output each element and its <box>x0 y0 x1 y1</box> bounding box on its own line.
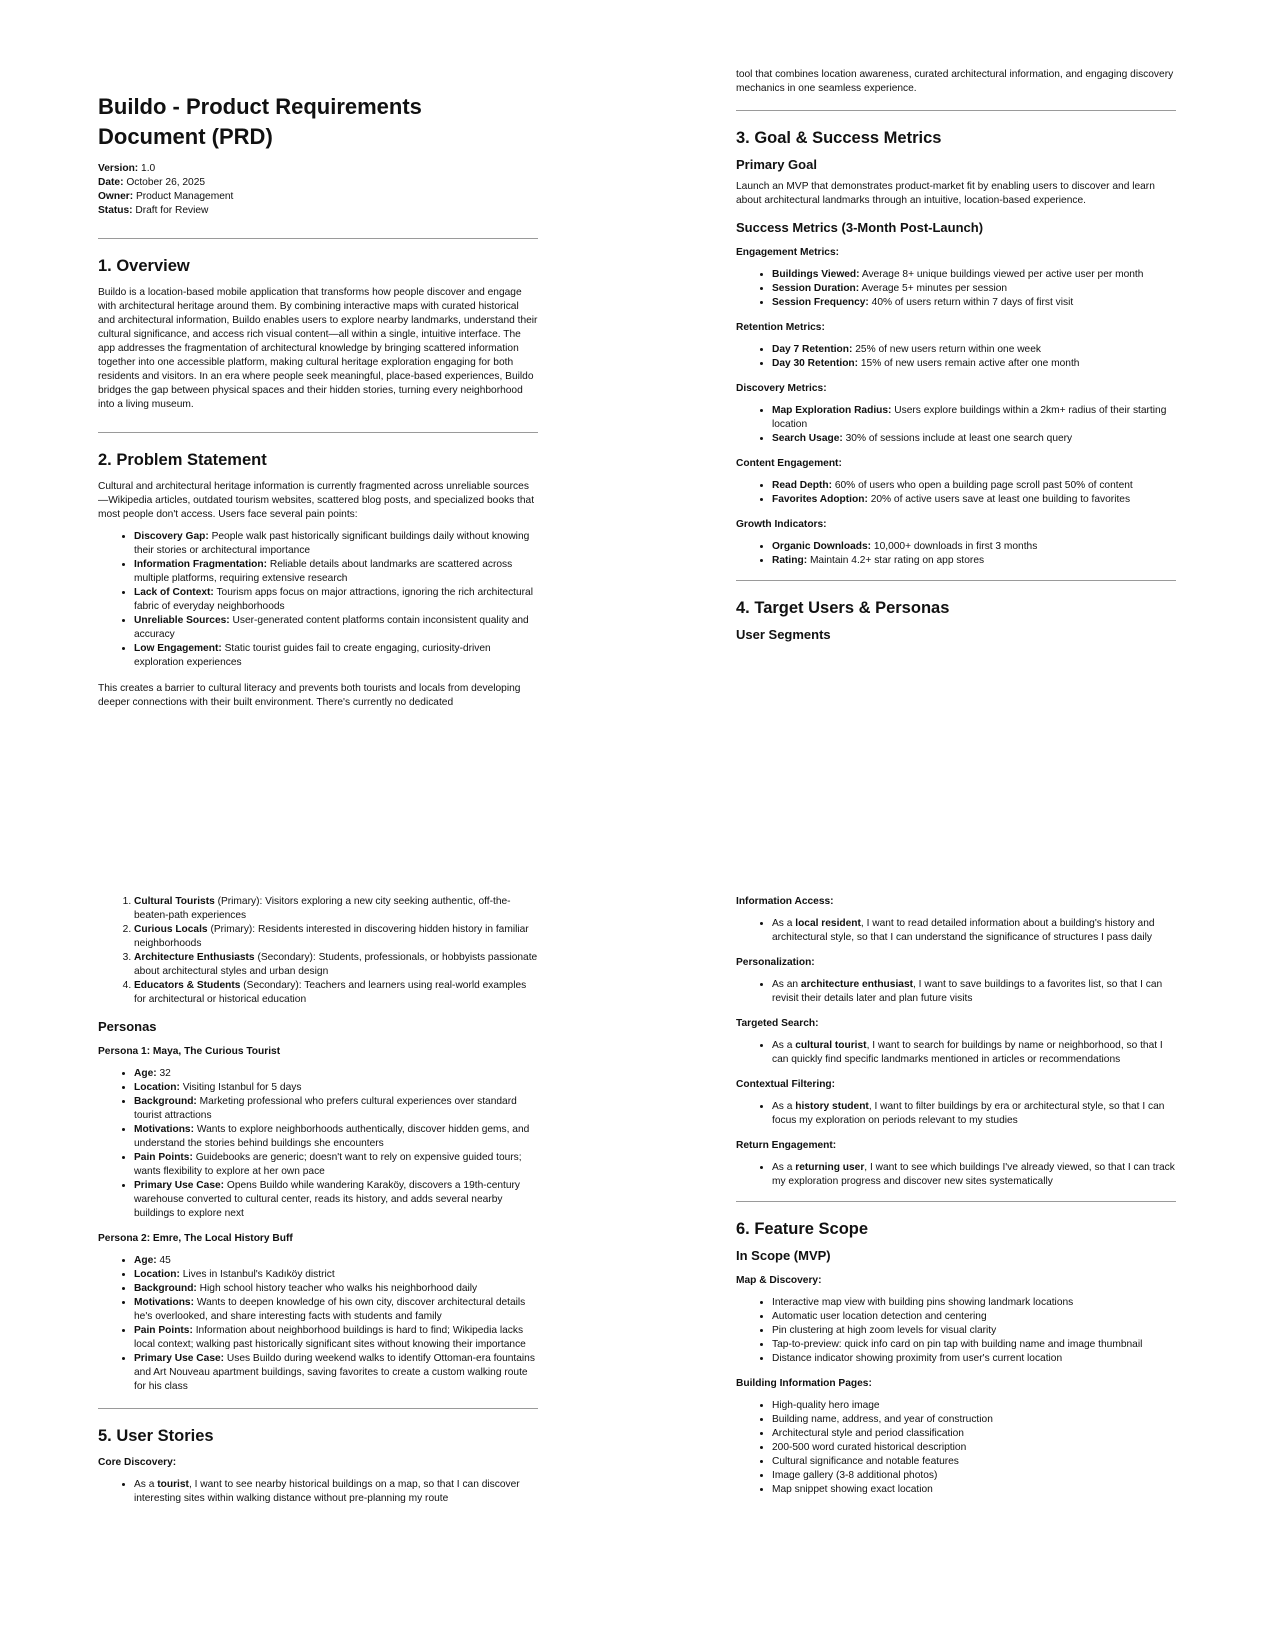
list-item: • Distance indicator showing proximity from user's current location <box>772 1352 1176 1366</box>
primary-goal-body: Launch an MVP that demonstrates product-market fit by enabling users to discover and learn about architectural landmarks through an intuitive, location-based experience. <box>736 181 1155 206</box>
story-group-title: Targeted Search: <box>736 1018 819 1029</box>
list-item: • 200-500 word curated historical description <box>772 1441 1176 1455</box>
list-item: • Day 30 Retention: 15% of new users remain active after one month <box>772 357 1176 371</box>
list-item: • Cultural significance and notable features <box>772 1455 1176 1469</box>
list-item: • Background: High school history teacher who walks his neighborhood daily <box>134 1282 538 1296</box>
metric-list <box>736 404 1176 446</box>
story-list <box>736 1100 1176 1128</box>
story-group-title: Return Engagement: <box>736 1140 837 1151</box>
list-item: • Unreliable Sources: User-generated content platforms contain inconsistent quality and accuracy <box>134 614 538 642</box>
section-heading-problem: 2. Problem Statement <box>98 451 267 469</box>
user-segments-heading: User Segments <box>736 627 831 642</box>
page-2 <box>736 68 1176 650</box>
list-item: • Pain Points: Information about neighborhood buildings is hard to find; Wikipedia lacks local context; walking past historically significant sites without knowing their importance <box>134 1324 538 1352</box>
story-group-title: Core Discovery: <box>98 1457 177 1468</box>
document-title: Buildo - Product Requirements Document (PRD) <box>98 94 422 149</box>
list-item: • Information Fragmentation: Reliable details about landmarks are scattered across multiple platforms, requiring extensive research <box>134 558 538 586</box>
list-item: • Tap-to-preview: quick info card on pin tap with building name and image thumbnail <box>772 1338 1176 1352</box>
in-scope-heading: In Scope (MVP) <box>736 1248 831 1263</box>
page-3 <box>98 895 538 1512</box>
list-item: 3. Architecture Enthusiasts (Secondary): Students, professionals, or hobbyists passionate about architectural styles and urban design <box>134 951 538 979</box>
list-item: • Motivations: Wants to explore neighborhoods authentically, discover hidden gems, and understand the stories behind buildings she encounters <box>134 1123 538 1151</box>
list-item: • Architectural style and period classification <box>772 1427 1176 1441</box>
metric-group-title: Content Engagement: <box>736 458 842 469</box>
metric-group-title: Retention Metrics: <box>736 322 825 333</box>
list-item: • Buildings Viewed: Average 8+ unique buildings viewed per active user per month <box>772 268 1176 282</box>
pain-points-list <box>98 530 538 670</box>
list-item: • Organic Downloads: 10,000+ downloads in first 3 months <box>772 540 1176 554</box>
list-item: • Location: Lives in Istanbul's Kadıköy district <box>134 1268 538 1282</box>
document-meta <box>98 162 538 218</box>
metric-group-title: Engagement Metrics: <box>736 247 840 258</box>
meta-version: Version: 1.0 <box>98 163 156 174</box>
list-item: 1. Cultural Tourists (Primary): Visitors exploring a new city seeking authentic, off-the-beaten-path experiences <box>134 895 538 923</box>
metric-list <box>736 540 1176 568</box>
list-item: • Map Exploration Radius: Users explore buildings within a 2km+ radius of their starting location <box>772 404 1176 432</box>
personas-heading: Personas <box>98 1019 157 1034</box>
list-item: • Discovery Gap: People walk past historically significant buildings daily without knowing their stories or architectural importance <box>134 530 538 558</box>
list-item: • Motivations: Wants to deepen knowledge of his own city, discover architectural details he's overlooked, and share interesting facts with students and family <box>134 1296 538 1324</box>
success-metrics-heading: Success Metrics (3-Month Post-Launch) <box>736 220 984 235</box>
map-discovery-heading: Map & Discovery: <box>736 1275 822 1286</box>
overview-body: Buildo is a location-based mobile application that transforms how people discover and engage with architectural heritage around them. By combining interactive maps with curated historical and architectural information, Buildo enables users to explore nearby landmarks, understand their cultural significance, and access rich visual content—all within a single, intuitive interface. The app addresses the fragmentation of architectural knowledge by bringing scattered information together into one accessible platform, making cultural heritage exploration engaging for both residents and visitors. In an era where people seek meaningful, place-based experiences, Buildo bridges the gap between physical spaces and their hidden stories, turning every neighborhood into a living museum. <box>98 287 538 410</box>
list-item: • Age: 32 <box>134 1067 538 1081</box>
section-heading-goals: 3. Goal & Success Metrics <box>736 129 942 147</box>
metric-group-title: Growth Indicators: <box>736 519 827 530</box>
persona-list <box>98 1254 538 1394</box>
list-item: • Location: Visiting Istanbul for 5 days <box>134 1081 538 1095</box>
list-item: • As a history student, I want to filter buildings by era or architectural style, so that I can focus my exploration on periods relevant to my studies <box>772 1100 1176 1128</box>
story-list <box>736 1161 1176 1189</box>
story-group-title: Information Access: <box>736 896 834 907</box>
divider <box>98 432 538 433</box>
metric-list <box>736 268 1176 310</box>
list-item: • As an architecture enthusiast, I want to save buildings to a favorites list, so that I can revisit their details later and plan future visits <box>772 978 1176 1006</box>
page-4 <box>736 895 1176 1503</box>
list-item: • Background: Marketing professional who prefers cultural experiences over standard tourist attractions <box>134 1095 538 1123</box>
section-heading-stories: 5. User Stories <box>98 1427 214 1445</box>
section-heading-users: 4. Target Users & Personas <box>736 599 950 617</box>
building-info-heading: Building Information Pages: <box>736 1378 872 1389</box>
divider <box>736 110 1176 111</box>
list-item: • Primary Use Case: Opens Buildo while wandering Karaköy, discovers a 19th-century warehouse converted to cultural center, reads its history, and adds several nearby buildings to explore next <box>134 1179 538 1221</box>
meta-date: Date: October 26, 2025 <box>98 177 206 188</box>
metric-list <box>736 343 1176 371</box>
story-group-title: Personalization: <box>736 957 815 968</box>
list-item: • Age: 45 <box>134 1254 538 1268</box>
meta-status: Status: Draft for Review <box>98 205 209 216</box>
metric-group-title: Discovery Metrics: <box>736 383 827 394</box>
persona-title: Persona 1: Maya, The Curious Tourist <box>98 1046 281 1057</box>
list-item: • Session Frequency: 40% of users return within 7 days of first visit <box>772 296 1176 310</box>
divider <box>98 238 538 239</box>
list-item: • As a tourist, I want to see nearby historical buildings on a map, so that I can discover interesting sites within walking distance without pre-planning my route <box>134 1478 538 1506</box>
list-item: • Search Usage: 30% of sessions include at least one search query <box>772 432 1176 446</box>
list-item: • Pain Points: Guidebooks are generic; doesn't want to rely on expensive guided tours; wants flexibility to explore at her own pace <box>134 1151 538 1179</box>
list-item: • As a cultural tourist, I want to search for buildings by name or neighborhood, so that I can quickly find specific landmarks mentioned in articles or recommendations <box>772 1039 1176 1067</box>
list-item: • Favorites Adoption: 20% of active users save at least one building to favorites <box>772 493 1176 507</box>
section-heading-overview: 1. Overview <box>98 257 190 275</box>
section-heading-scope: 6. Feature Scope <box>736 1220 869 1238</box>
list-item: • Lack of Context: Tourism apps focus on major attractions, ignoring the rich architectural fabric of everyday neighborhoods <box>134 586 538 614</box>
list-item: • Rating: Maintain 4.2+ star rating on app stores <box>772 554 1176 568</box>
list-item: 4. Educators & Students (Secondary): Teachers and learners using real-world examples for architectural or historical education <box>134 979 538 1007</box>
list-item: • Pin clustering at high zoom levels for visual clarity <box>772 1324 1176 1338</box>
list-item: • As a local resident, I want to read detailed information about a building's history and architectural style, so that I can understand the significance of structures I pass daily <box>772 917 1176 945</box>
list-item: • Low Engagement: Static tourist guides fail to create engaging, curiosity-driven exploration experiences <box>134 642 538 670</box>
list-item: • Session Duration: Average 5+ minutes per session <box>772 282 1176 296</box>
list-item: 2. Curious Locals (Primary): Residents interested in discovering hidden history in familiar neighborhoods <box>134 923 538 951</box>
primary-goal-heading: Primary Goal <box>736 157 817 172</box>
map-features-list <box>736 1296 1176 1366</box>
list-item: • As a returning user, I want to see which buildings I've already viewed, so that I can track my exploration progress and discover new sites systematically <box>772 1161 1176 1189</box>
list-item: • Interactive map view with building pins showing landmark locations <box>772 1296 1176 1310</box>
building-info-list <box>736 1399 1176 1497</box>
list-item: • Read Depth: 60% of users who open a building page scroll past 50% of content <box>772 479 1176 493</box>
problem-closing: This creates a barrier to cultural literacy and prevents both tourists and locals from developing deeper connections with their built environment. There's currently no dedicated <box>98 683 521 708</box>
persona-list <box>98 1067 538 1221</box>
list-item: • Image gallery (3-8 additional photos) <box>772 1469 1176 1483</box>
story-list <box>736 917 1176 945</box>
story-list <box>736 1039 1176 1067</box>
story-list <box>736 978 1176 1006</box>
page-1 <box>98 92 538 718</box>
list-item: • Automatic user location detection and centering <box>772 1310 1176 1324</box>
divider <box>736 1201 1176 1202</box>
list-item: • Building name, address, and year of construction <box>772 1413 1176 1427</box>
meta-owner: Owner: Product Management <box>98 191 234 202</box>
list-item: • Map snippet showing exact location <box>772 1483 1176 1497</box>
divider <box>736 580 1176 581</box>
list-item: • Primary Use Case: Uses Buildo during weekend walks to identify Ottoman-era fountains and Art Nouveau apartment buildings, saving favorites to create a custom walking route for his class <box>134 1352 538 1394</box>
persona-title: Persona 2: Emre, The Local History Buff <box>98 1233 293 1244</box>
list-item: • High-quality hero image <box>772 1399 1176 1413</box>
story-group-title: Contextual Filtering: <box>736 1079 836 1090</box>
list-item: • Day 7 Retention: 25% of new users return within one week <box>772 343 1176 357</box>
divider <box>98 1408 538 1409</box>
user-segments-list <box>98 895 538 1007</box>
story-list <box>98 1478 538 1506</box>
problem-closing-continued: tool that combines location awareness, curated architectural information, and engaging discovery mechanics in one seamless experience. <box>736 69 1174 94</box>
metric-list <box>736 479 1176 507</box>
problem-intro: Cultural and architectural heritage information is currently fragmented across unreliable sources—Wikipedia articles, outdated tourism websites, scattered blog posts, and specialized books that most people don't access. Users face several pain points: <box>98 481 535 520</box>
